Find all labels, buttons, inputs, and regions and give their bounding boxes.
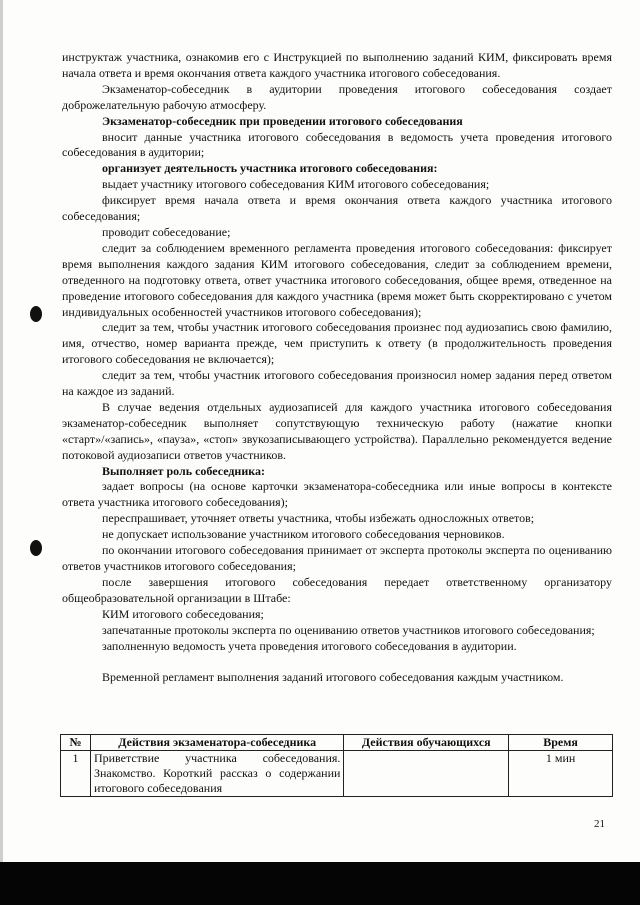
paragraph: по окончании итогового собеседования принимает от эксперта протоколы эксперта по оцениванию ответов участников итогового собеседования; [62,543,612,573]
paragraph: не допускает использование участником итогового собеседования черновиков. [102,527,505,542]
paragraph: заполненную ведомость учета проведения итогового собеседования в аудитории. [102,638,517,653]
paragraph: задает вопросы (на основе карточки экзаменатора-собеседника или иные вопросы в контексте ответа участника итогового собеседования); [62,479,612,510]
scan-edge [0,0,3,862]
document-body [62,50,612,686]
section-heading: Выполняет роль собеседника: [102,463,265,478]
table-row [61,751,613,797]
paragraph: В случае ведения отдельных аудиозаписей для каждого участника итогового собеседования экзаменатор-собеседник выполняет сопутствующую техническую работу (нажатие кнопки «старт»/«запись», «пауза», «стоп» звукозаписывающего устройства). Параллельно рекомендуется ведение потоковой аудиозаписи ответов участников. [62,399,612,462]
section-heading: организует деятельность участника итогового собеседования: [102,161,438,176]
paragraph: запечатанные протоколы эксперта по оцениванию ответов участников итогового собеседования; [102,622,595,637]
column-header-student-actions: Действия обучающихся [344,735,509,751]
spacer [62,654,612,670]
table-intro: Временной регламент выполнения заданий итогового собеседования каждым участником. [102,670,564,685]
punch-hole [30,306,42,322]
paragraph: Экзаменатор-собеседник в аудитории проведения итогового собеседования создает доброжелательную рабочую атмосферу. [62,81,612,112]
table-header-row [61,735,613,751]
table-cell: 1 [61,751,91,797]
paragraph: проводит собеседование; [102,224,231,239]
paragraph: вносит данные участника итогового собеседования в ведомость учета проведения итогового собеседования в аудитории; [62,129,612,160]
table-cell [344,751,509,797]
column-header-number: № [61,735,91,751]
paragraph: фиксирует время начала ответа и время окончания ответа каждого участника итогового собеседования; [62,193,612,224]
table-cell: 1 мин [509,751,613,797]
paragraph: после завершения итогового собеседования передает ответственному организатору общеобразовательной организации в Штабе: [62,574,612,605]
page-number: 21 [594,818,605,830]
schedule-table [60,734,613,797]
paragraph: инструктаж участника, ознакомив его с Инструкцией по выполнению заданий КИМ, фиксировать время начала ответа и время окончания ответа каждого участника итогового собеседования. [62,50,612,80]
paragraph: КИМ итогового собеседования; [102,606,264,621]
paragraph: выдает участнику итогового собеседования КИМ итогового собеседования; [102,177,490,192]
paragraph: переспрашивает, уточняет ответы участника, чтобы избежать односложных ответов; [102,511,535,526]
section-heading: Экзаменатор-собеседник при проведении итогового собеседования [102,113,463,128]
paragraph: следит за соблюдением временного регламента проведения итогового собеседования: фиксирует время выполнения каждого задания КИМ итогового собеседования, следит за соблюдением времени, отведенного на подготовку ответа, ответ участника итогового собеседования, общее время, отведенное на проведение итогового собеседования для каждого участника (время может быть скорректировано с учетом индивидуальных особенностей участников итогового собеседования); [62,240,612,319]
paragraph: следит за тем, чтобы участник итогового собеседования произносил номер задания перед ответом на каждое из заданий. [62,368,612,399]
scan-bottom-border [0,862,640,905]
paragraph: следит за тем, чтобы участник итогового собеседования произнес под аудиозапись свою фамилию, имя, отчество, номер варианта прежде, чем приступить к ответу (в продолжительность проведения итогового собеседования не включается); [62,320,612,367]
punch-hole [30,540,42,556]
table-cell: Приветствие участника собеседования. Знакомство. Короткий рассказ о содержании итогового собеседования [90,751,343,797]
column-header-time: Время [509,735,613,751]
column-header-examiner-actions: Действия экзаменатора-собеседника [90,735,343,751]
